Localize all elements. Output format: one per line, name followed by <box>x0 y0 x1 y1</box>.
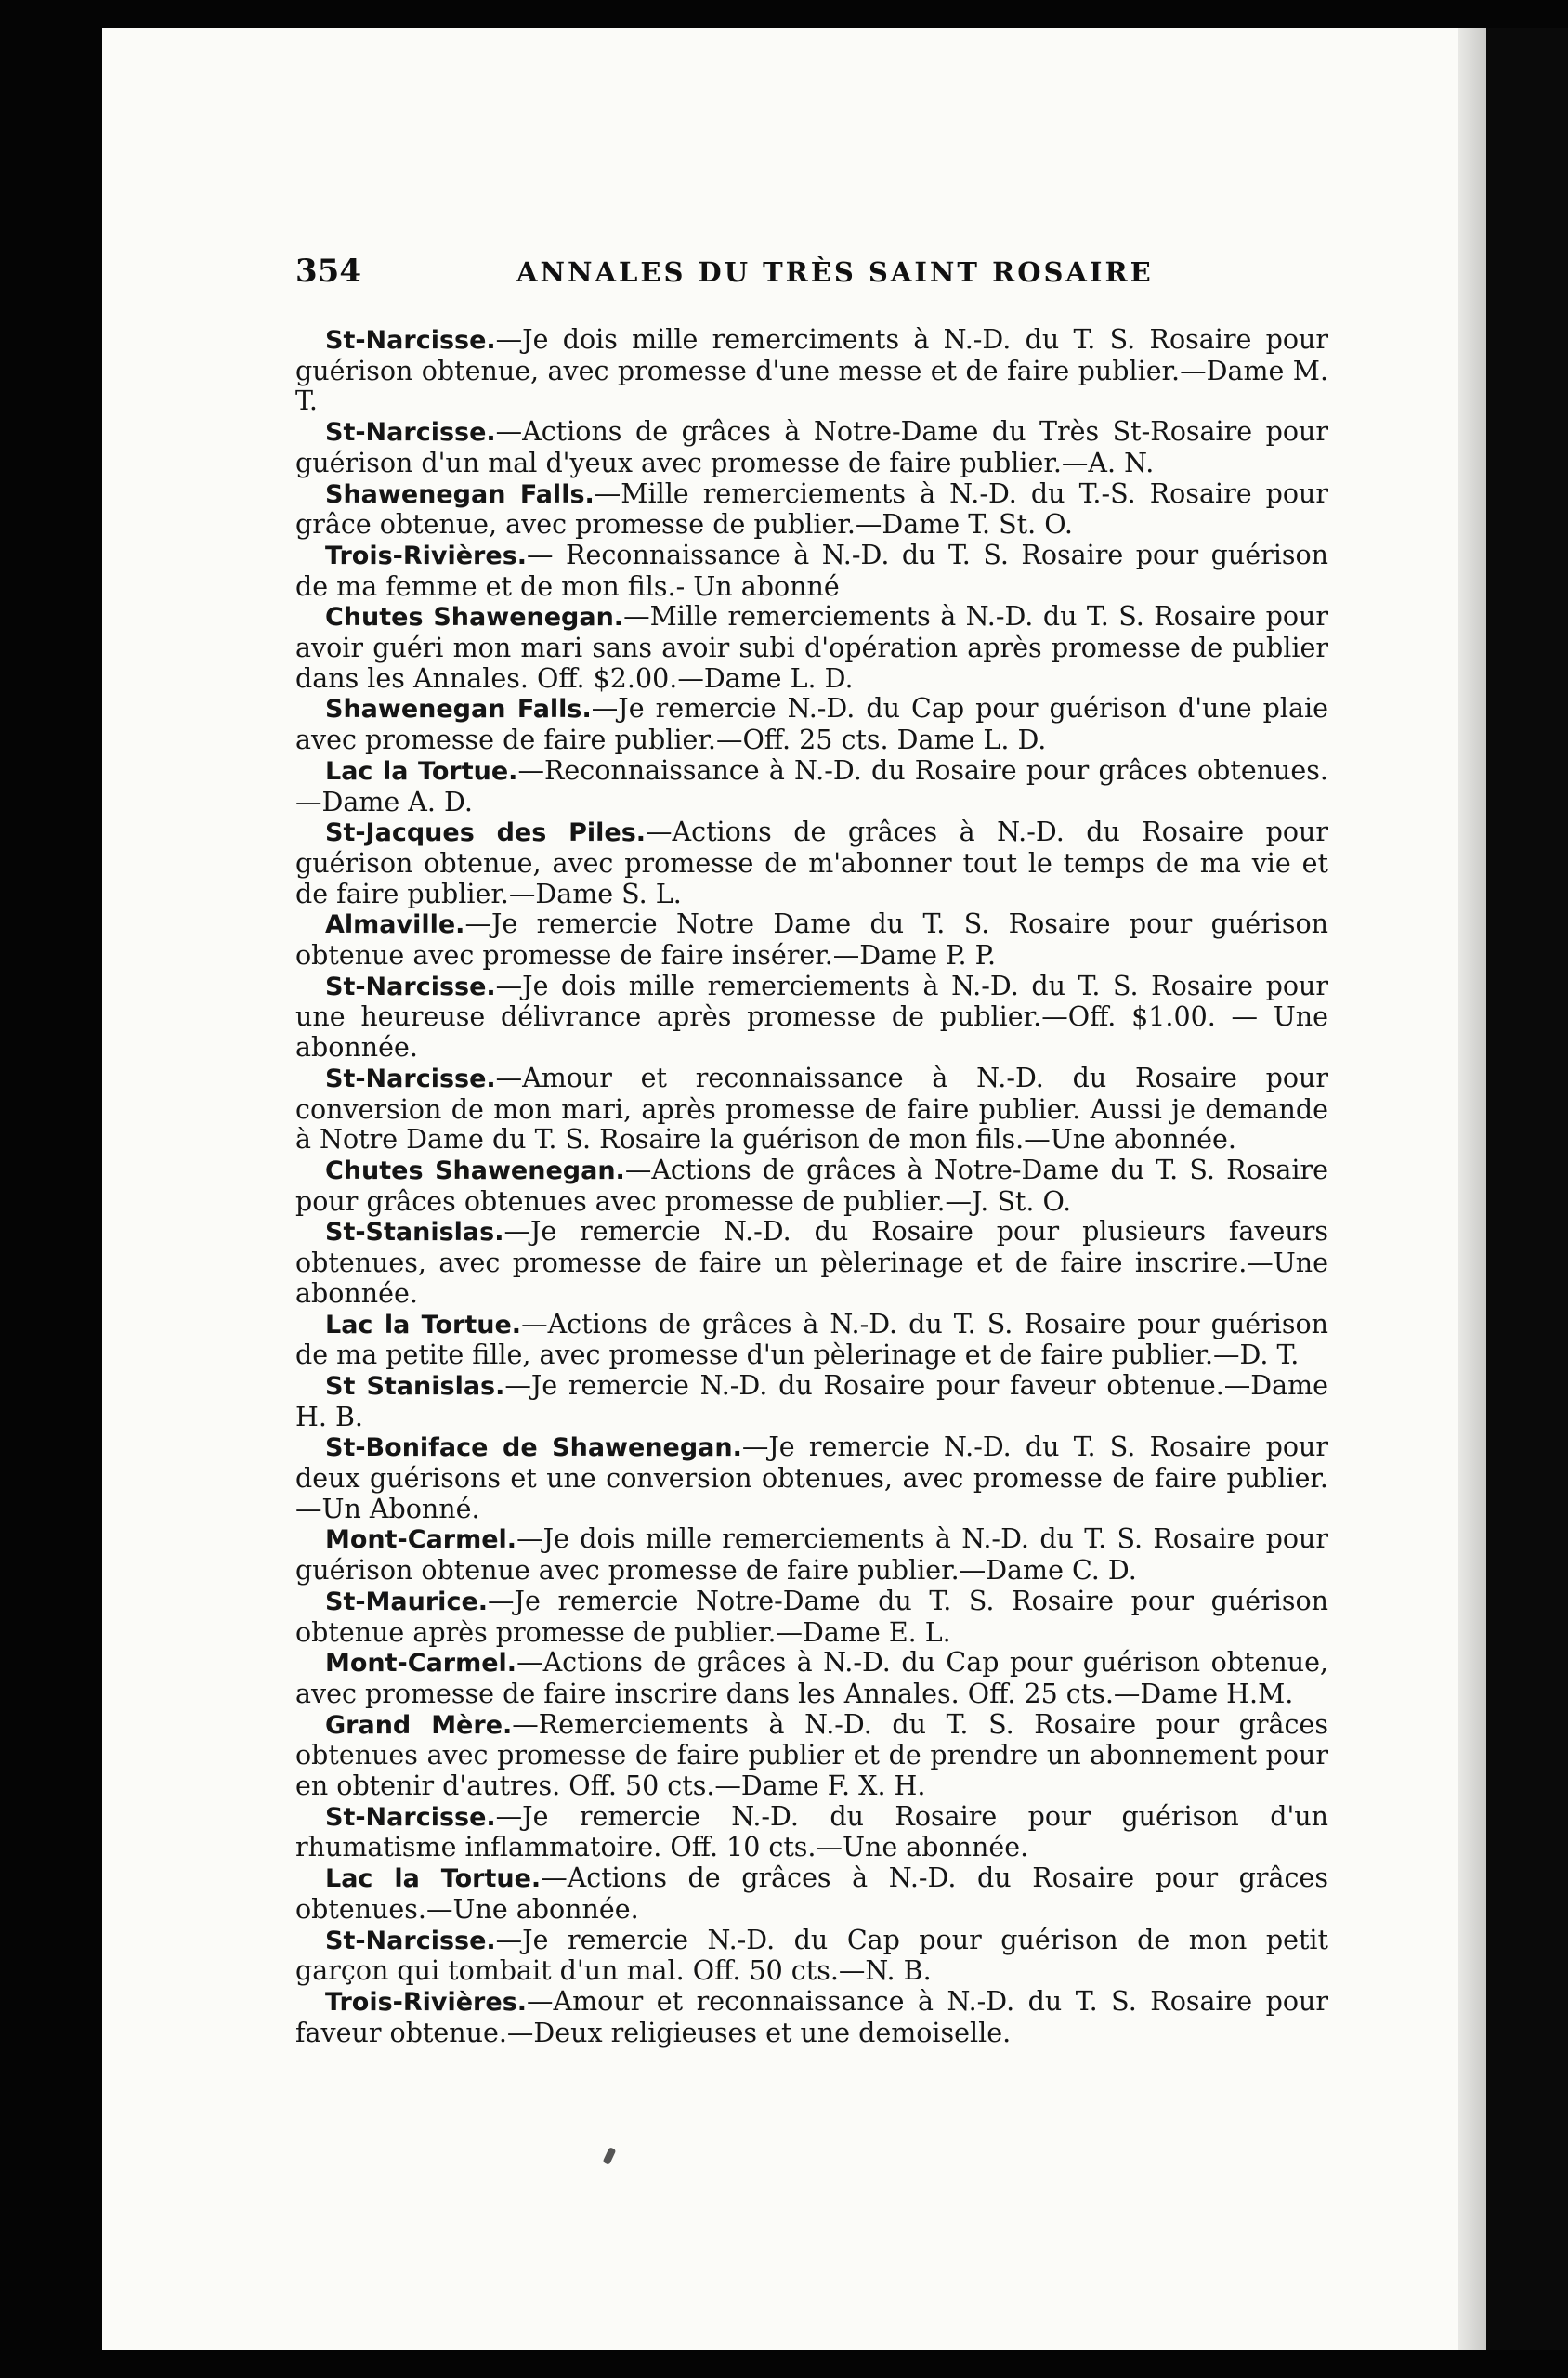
entry-text: —Je remercie Notre-Dame du T. S. Rosaire pour guérison obtenue après promesse de publier.—Dame E. L. <box>295 1585 1328 1648</box>
entry-place: St-Jacques des Piles. <box>325 818 647 848</box>
scan-border <box>1486 28 1568 2350</box>
entry <box>295 1710 1328 1802</box>
entry <box>295 909 1328 971</box>
entry <box>295 479 1328 541</box>
entry-place: St-Narcisse. <box>325 1802 496 1832</box>
entry-place: St Stanislas. <box>325 1371 505 1401</box>
page-number: 354 <box>295 253 361 290</box>
entry-place: St-Stanislas. <box>325 1218 504 1248</box>
entry <box>295 417 1328 478</box>
entry-text: —Je remercie N.-D. du Cap pour guérison d'une plaie avec promesse de faire publier.—Off. 25 cts. Dame L. D. <box>295 693 1329 756</box>
entry-text: —Actions de grâces à Notre-Dame du T. S. Rosaire pour grâces obtenues avec promesse de publier.—J. St. O. <box>295 1154 1328 1217</box>
entry-place: St-Narcisse. <box>325 326 496 355</box>
entry <box>295 694 1328 755</box>
entry-text: —Mille remerciements à N.-D. du T.-S. Rosaire pour grâce obtenue, avec promesse de publier.—Dame T. St. O. <box>295 477 1329 541</box>
entry-place: Mont-Carmel. <box>325 1649 517 1679</box>
entry-place: Lac la Tortue. <box>325 1864 542 1894</box>
entry-place: Lac la Tortue. <box>325 756 518 786</box>
entry-place: Trois-Rivières. <box>325 1987 528 2017</box>
entry-text: —Je remercie N.-D. du Cap pour guérison de mon petit garçon qui tombait d'un mal. Off. 50 cts.—N. B. <box>295 1924 1328 1987</box>
entry <box>295 972 1328 1064</box>
entry <box>295 756 1328 817</box>
entry <box>295 1587 1328 1648</box>
entry <box>295 1802 1328 1863</box>
entry-place: St-Maurice. <box>325 1587 489 1616</box>
entry <box>295 602 1328 694</box>
entry-text: —Actions de grâces à Notre-Dame du Très St-Rosaire pour guérison d'un mal d'yeux avec promesse de faire publier.—A. N. <box>295 416 1328 478</box>
entry-place: Almaville. <box>325 910 465 940</box>
entry-text: —Reconnaissance à N.-D. du Rosaire pour grâces obtenues.—Dame A. D. <box>295 754 1328 817</box>
entry-place: Lac la Tortue. <box>325 1310 522 1339</box>
entry-place: Shawenegan Falls. <box>325 695 592 725</box>
entry <box>295 1217 1328 1309</box>
entry <box>295 1926 1328 1987</box>
entry-place: Mont-Carmel. <box>325 1525 517 1555</box>
entry-text: —Je remercie N.-D. du Rosaire pour faveur obtenue.—Dame H. B. <box>295 1369 1328 1432</box>
entry-place: Chutes Shawenegan. <box>325 603 624 633</box>
entry-text: —Amour et reconnaissance à N.-D. du T. S. Rosaire pour faveur obtenue.—Deux religieuses et une demoiselle. <box>295 1985 1328 2048</box>
entry <box>295 1064 1328 1156</box>
entry-text: —Je remercie Notre Dame du T. S. Rosaire pour guérison obtenue avec promesse de faire insérer.—Dame P. P. <box>295 908 1328 972</box>
entry <box>295 1648 1328 1709</box>
entry <box>295 325 1328 417</box>
entry-place: Grand Mère. <box>325 1710 513 1740</box>
entry-place: St-Narcisse. <box>325 1064 496 1093</box>
entry <box>295 1863 1328 1925</box>
entry <box>295 1432 1328 1524</box>
page-header <box>295 253 1235 294</box>
entry-text: —Actions de grâces à N.-D. du Rosaire pour grâces obtenues.—Une abonnée. <box>295 1862 1328 1925</box>
running-title: ANNALES DU TRÈS SAINT ROSAIRE <box>516 256 1154 288</box>
page-fold <box>1458 28 1486 2350</box>
entry-place: St-Narcisse. <box>325 1926 496 1955</box>
entry-place: Shawenegan Falls. <box>325 479 595 509</box>
entry-text: —Amour et reconnaissance à N.-D. du Rosaire pour conversion de mon mari, après promesse de faire publier. Aussi je demande à Notre Dame du T. S. Rosaire la guérison de mon fils.—Une abonnée. <box>295 1062 1328 1156</box>
entry <box>295 1156 1328 1217</box>
entry-text: —Je dois mille remerciements à N.-D. du T. S. Rosaire pour une heureuse délivrance après promesse de publier.—Off. $1.00. — Une abonnée. <box>295 970 1328 1064</box>
entry-text: —Je remercie N.-D. du T. S. Rosaire pour deux guérisons et une conversion obtenues, avec promesse de faire publier.—Un Abonné. <box>295 1431 1328 1524</box>
entry-place: St-Narcisse. <box>325 418 496 448</box>
entry-place: St-Narcisse. <box>325 972 496 1001</box>
entry-text: —Remerciements à N.-D. du T. S. Rosaire pour grâces obtenues avec promesse de faire publier et de prendre un abonnement pour en obtenir d'autres. Off. 50 cts.—Dame F. X. H. <box>295 1708 1328 1802</box>
entry <box>295 817 1328 909</box>
entry-text: —Je dois mille remerciments à N.-D. du T. S. Rosaire pour guérison obtenue, avec promesse d'une messe et de faire publier.—Dame M. T. <box>295 324 1328 417</box>
entry-text: —Je dois mille remerciements à N.-D. du T. S. Rosaire pour guérison obtenue avec promesse de faire publier.—Dame C. D. <box>295 1523 1328 1587</box>
entry <box>295 1524 1328 1586</box>
entry-place: Chutes Shawenegan. <box>325 1156 625 1185</box>
entry <box>295 541 1328 602</box>
entry-text: —Actions de grâces à N.-D. du Cap pour guérison obtenue, avec promesse de faire inscrire dans les Annales. Off. 25 cts.—Dame H.M. <box>295 1647 1328 1709</box>
entry <box>295 1371 1328 1432</box>
entry <box>295 1310 1328 1371</box>
entry-text: —Actions de grâces à N.-D. du T. S. Rosaire pour guérison de ma petite fille, avec promesse d'un pèlerinage et de faire publier.—D. T. <box>295 1308 1328 1371</box>
entry <box>295 1987 1328 2048</box>
entry-text: —Je remercie N.-D. du Rosaire pour guérison d'un rhumatisme inflammatoire. Off. 10 cts.—Une abonnée. <box>295 1800 1328 1863</box>
entry-text: —Mille remerciements à N.-D. du T. S. Rosaire pour avoir guéri mon mari sans avoir subi d'opération après promesse de publier dans les Annales. Off. $2.00.—Dame L. D. <box>295 601 1328 694</box>
entry-text: — Reconnaissance à N.-D. du T. S. Rosaire pour guérison de ma femme et de mon fils.- Un abonné <box>295 539 1328 602</box>
entries-list <box>295 325 1328 2048</box>
entry-place: Trois-Rivières. <box>325 541 528 570</box>
entry-place: St-Boniface de Shawenegan. <box>325 1433 742 1463</box>
entry-text: —Je remercie N.-D. du Rosaire pour plusieurs faveurs obtenues, avec promesse de faire un pèlerinage et de faire inscrire.—Une abonnée. <box>295 1216 1328 1309</box>
entry-text: —Actions de grâces à N.-D. du Rosaire pour guérison obtenue, avec promesse de m'abonner tout le temps de ma vie et de faire publier.—Dame S. L. <box>295 817 1328 909</box>
